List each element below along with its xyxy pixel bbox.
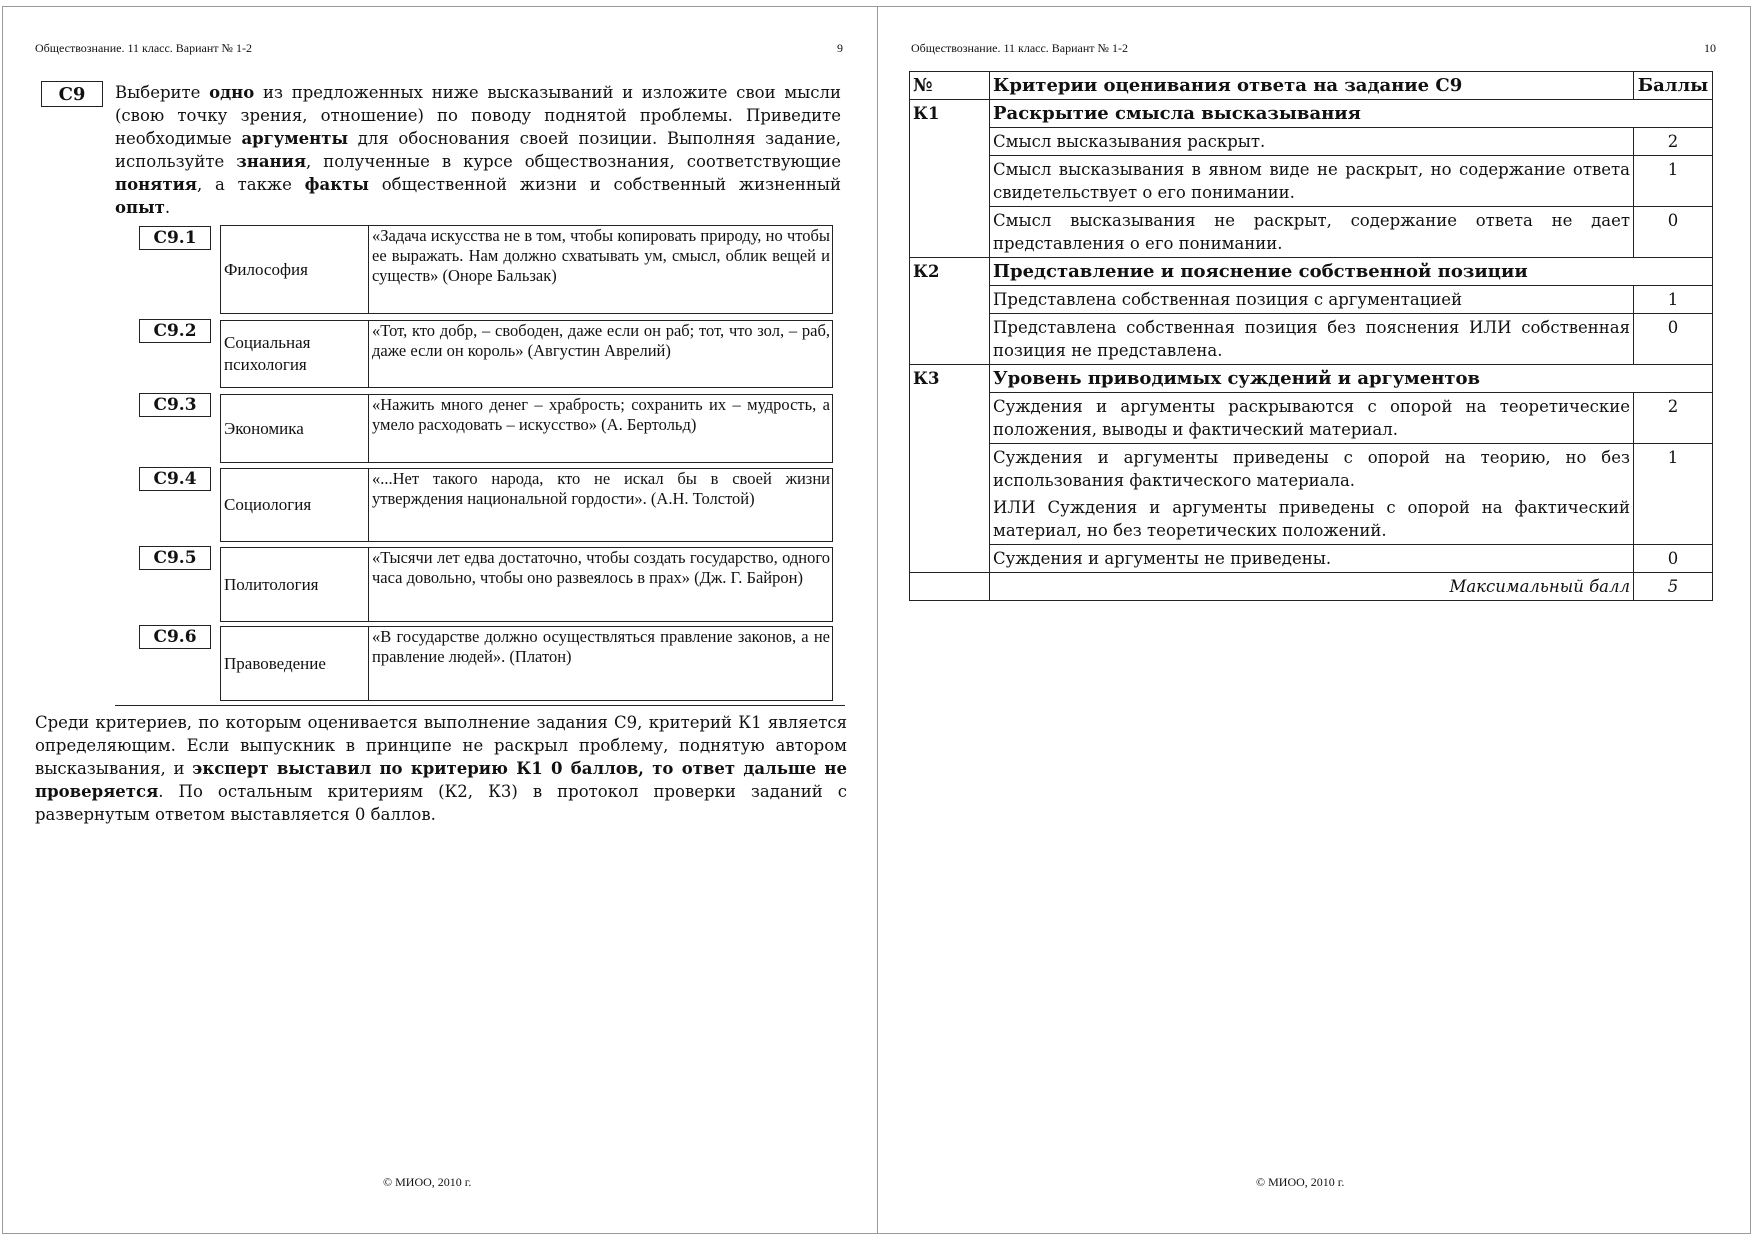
criterion-points: 1 [1634, 444, 1713, 545]
option-code: С9.1 [139, 226, 211, 250]
text-run: Выберите [115, 83, 210, 102]
criteria-table [909, 71, 1713, 601]
option-subject: Социальная психология [221, 321, 369, 387]
max-score-label: Максимальный балл [990, 573, 1634, 601]
option-subject: Политология [221, 548, 369, 621]
option-row [220, 547, 833, 622]
text-run: . [164, 198, 171, 217]
criterion-text-alt: ИЛИ Суждения и аргументы приведены с опорой на фактический материал, но без теоретических положений. [993, 498, 1630, 540]
option-row [220, 225, 833, 314]
option-quote: «...Нет такого народа, кто не искал бы в своей жизни утверждения национальной гордости». (А.Н. Толстой) [372, 469, 830, 508]
header-num: № [910, 72, 990, 100]
section-title-row [910, 365, 1713, 393]
option-row [220, 626, 833, 701]
criterion-points: 0 [1634, 314, 1713, 365]
left-page [2, 6, 878, 1234]
criterion-points: 0 [1634, 545, 1713, 573]
table-row [910, 128, 1713, 156]
criterion-title: Уровень приводимых суждений и аргументов [990, 365, 1713, 393]
option-subject: Экономика [221, 395, 369, 462]
criterion-text: Суждения и аргументы не приведены. [990, 545, 1634, 573]
criterion-code: К2 [910, 258, 990, 365]
max-score-value: 5 [1634, 573, 1713, 601]
option-code: С9.6 [139, 625, 211, 649]
task-instruction [115, 81, 841, 219]
header-criteria: Критерии оценивания ответа на задание С9 [990, 72, 1634, 100]
criterion-text-cell [990, 444, 1634, 545]
criterion-points: 2 [1634, 393, 1713, 444]
option-subject: Правоведение [221, 627, 369, 700]
option-code: С9.3 [139, 393, 211, 417]
max-score-row [910, 573, 1713, 601]
bold-text: знания [236, 152, 307, 171]
criterion-text: Смысл высказывания в явном виде не раскрыт, но содержание ответа свидетельствует о его понимании. [990, 156, 1634, 207]
running-head: Обществознание. 11 класс. Вариант № 1-2 [911, 41, 1128, 55]
text-run: для обоснования своей позиции. Выполняя задание, используйте [115, 129, 841, 171]
criterion-code: К1 [910, 100, 990, 258]
bold-text: эксперт выставил по критерию К1 0 баллов, то ответ дальше не проверяется [35, 759, 847, 801]
bold-text: одно [209, 83, 255, 102]
text-run: из предложенных ниже высказываний и изложите свои мысли (свою точку зрения, отношение) по поводу поднятой проблемы. Приведите необходимые [115, 83, 842, 148]
criterion-title: Раскрытие смысла высказывания [990, 100, 1713, 128]
option-code: С9.2 [139, 319, 211, 343]
page-footer: © МИОО, 2010 г. [1256, 1175, 1345, 1189]
task-code-box: С9 [41, 81, 103, 107]
option-quote: «Тысячи лет едва достаточно, чтобы создать государство, одного часа довольно, чтобы оно развеялось в прах» (Дж. Г. Байрон) [372, 548, 830, 587]
page-number: 10 [1704, 41, 1716, 55]
text-run: Среди критериев, по которым оценивается выполнение задания С9, критерий К1 является определяющим. Если выпускник в принципе не раскрыл проблему, поднятую автором высказывания, и [35, 713, 847, 778]
criterion-points: 1 [1634, 156, 1713, 207]
header-points: Баллы [1634, 72, 1713, 100]
page-number: 9 [837, 41, 843, 55]
option-quote: «Нажить много денег – храбрость; сохранить их – мудрость, а умело расходовать – искусство» (А. Бертольд) [372, 395, 830, 434]
bold-text: аргументы [241, 129, 349, 148]
running-head: Обществознание. 11 класс. Вариант № 1-2 [35, 41, 252, 55]
table-row [910, 156, 1713, 207]
option-quote: «В государстве должно осуществляться правление законов, а не правление людей». (Платон) [372, 627, 830, 666]
criterion-text: Суждения и аргументы раскрываются с опорой на теоретические положения, выводы и фактический материал. [990, 393, 1634, 444]
page-footer: © МИОО, 2010 г. [383, 1175, 472, 1189]
table-row [910, 314, 1713, 365]
option-row [220, 468, 833, 542]
criterion-text: Представлена собственная позиция без пояснения ИЛИ собственная позиция не представлена. [990, 314, 1634, 365]
option-code: С9.4 [139, 467, 211, 491]
criterion-points: 0 [1634, 207, 1713, 258]
option-subject: Социология [221, 469, 369, 541]
right-page [877, 6, 1751, 1234]
option-row [220, 320, 833, 388]
table-row [910, 393, 1713, 444]
option-row [220, 394, 833, 463]
criterion-text: Смысл высказывания раскрыт. [990, 128, 1634, 156]
option-code: С9.5 [139, 546, 211, 570]
option-quote: «Тот, кто добр, – свободен, даже если он раб; тот, что зол, – раб, даже если он король» (Августин Аврелий) [372, 321, 830, 360]
text-run: общественной жизни и собственный жизненный [368, 175, 841, 194]
evaluation-note [35, 711, 847, 826]
table-row [910, 286, 1713, 314]
text-run: , а также [197, 175, 305, 194]
text-run: . По остальным критериям (К2, К3) в протокол проверки заданий с развернутым ответом выставляется 0 баллов. [35, 782, 847, 824]
section-title-row [910, 258, 1713, 286]
table-row [910, 444, 1713, 545]
criterion-code: К3 [910, 365, 990, 573]
criterion-points: 2 [1634, 128, 1713, 156]
section-title-row [910, 100, 1713, 128]
criterion-text: Смысл высказывания не раскрыт, содержание ответа не дает представления о его понимании. [990, 207, 1634, 258]
criterion-points: 1 [1634, 286, 1713, 314]
table-row [910, 207, 1713, 258]
criterion-title: Представление и пояснение собственной позиции [990, 258, 1713, 286]
table-row [910, 545, 1713, 573]
bold-text: понятия [115, 175, 198, 194]
bold-text: опыт [115, 198, 165, 217]
bold-text: факты [304, 175, 369, 194]
option-quote: «Задача искусства не в том, чтобы копировать природу, но чтобы ее выражать. Нам должно схватывать ум, смысл, облик вещей и существ» (Оноре Бальзак) [372, 226, 830, 285]
criterion-text: Суждения и аргументы приведены с опорой на теорию, но без использования фактического материала. [993, 448, 1630, 490]
divider [115, 705, 845, 706]
criterion-text: Представлена собственная позиция с аргументацией [990, 286, 1634, 314]
text-run: , полученные в курсе обществознания, соответствующие [306, 152, 841, 171]
table-header-row [910, 72, 1713, 100]
empty-cell [910, 573, 990, 601]
option-subject: Философия [221, 226, 369, 313]
